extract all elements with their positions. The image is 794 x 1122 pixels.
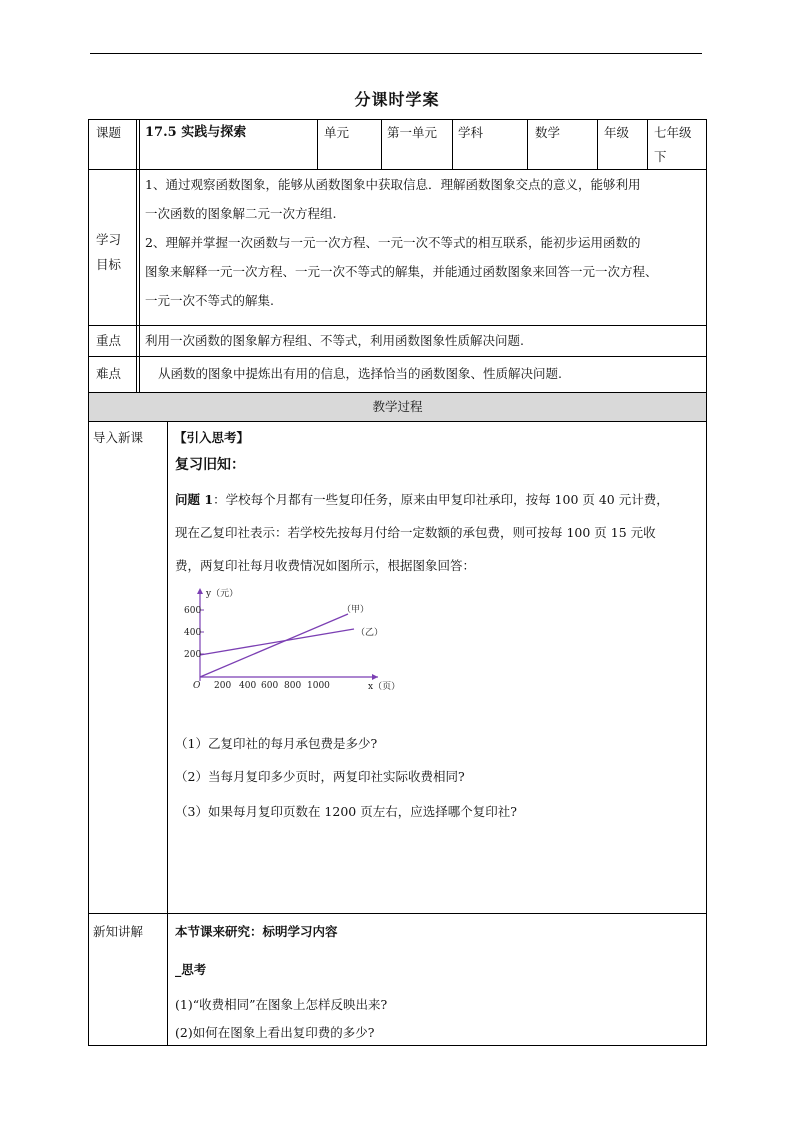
y-tick-label-400: 400 xyxy=(184,628,202,638)
think-item-1: (1)“收费相同”在图象上怎样反映出来? xyxy=(175,997,388,1012)
table-border xyxy=(88,356,707,357)
new-knowledge-heading: 本节课来研究：标明学习内容 xyxy=(175,924,338,939)
key-point-text: 利用一次函数的图象解方程组、不等式，利用函数图象性质解决问题. xyxy=(145,333,524,348)
table-border xyxy=(317,119,318,169)
table-border xyxy=(139,119,140,392)
table-border xyxy=(88,1045,707,1046)
y-axis-label: y（元） xyxy=(206,589,239,599)
x-tick-label-1000: 1000 xyxy=(307,681,330,691)
problem-text: 问题 1：学校每个月都有一些复印任务，原来由甲复印社承印，按每 100 页 40 元计费， 现在乙复印社表示：若学校先按每月付给一定数额的承包费，则可按每 100 页 15 元收 费，两复印社每月收费情况如图所示，根据图象回答： xyxy=(175,492,669,573)
unit-label: 单元 xyxy=(324,125,350,140)
topic-label: 课题 xyxy=(96,125,122,140)
process-header: 教学过程 xyxy=(372,399,423,414)
x-tick-label-200: 200 xyxy=(214,681,232,691)
y-axis-arrow xyxy=(197,588,203,594)
table-border xyxy=(527,119,528,169)
key-point-label: 重点 xyxy=(96,333,122,348)
question-1: （1）乙复印社的每月承包费是多少? xyxy=(175,736,378,751)
line-yi xyxy=(200,629,354,655)
header-rule xyxy=(90,53,702,54)
origin-label: O xyxy=(193,681,201,691)
problem-prefix: 问题 1 xyxy=(175,492,214,507)
difficulty-text: 从函数的图象中提炼出有用的信息，选择恰当的函数图象、性质解决问题. xyxy=(158,366,562,381)
topic-value: 17.5 实践与探索 xyxy=(145,125,247,140)
table-border xyxy=(88,913,707,914)
objectives-text: 1、通过观察函数图象，能够从函数图象中获取信息．理解函数图象交点的意义，能够利用 一次函数的图象解二元一次方程组. 2、理解并掌握一次函数与一元一次方程、一元一次不等式的相互联系，能初步运用函数的 图象来解释一元一次方程、一元一次不等式的解集，并能通过函数图象来回答一元一次方程、 一元一次不等式的解集. xyxy=(145,177,658,308)
x-tick-label-600: 600 xyxy=(261,681,279,691)
table-border xyxy=(381,119,382,169)
y-tick-label-200: 200 xyxy=(184,650,202,660)
objectives-label-2: 目标 xyxy=(96,257,122,272)
subject-value: 数学 xyxy=(535,125,561,140)
table-border xyxy=(88,421,707,422)
objectives-label-1: 学习 xyxy=(96,232,122,247)
think-item-2: (2)如何在图象上看出复印费的多少? xyxy=(175,1025,375,1040)
table-border xyxy=(647,119,648,169)
line-jia-label: （甲） xyxy=(342,605,370,615)
x-tick-label-800: 800 xyxy=(284,681,302,691)
line-yi-label: （乙） xyxy=(356,628,384,638)
x-tick-label-400: 400 xyxy=(239,681,257,691)
table-border xyxy=(136,119,137,392)
grade-value: 七年级 下 xyxy=(654,125,692,164)
cost-graph xyxy=(178,582,418,697)
subject-label: 学科 xyxy=(458,125,484,140)
question-3: （3）如果每月复印页数在 1200 页左右，应选择哪个复印社? xyxy=(175,804,517,819)
question-2: （2）当每月复印多少页时，两复印社实际收费相同? xyxy=(175,769,465,784)
table-border xyxy=(167,421,168,1045)
x-axis-arrow xyxy=(372,674,378,680)
table-border xyxy=(706,119,707,1045)
difficulty-label: 难点 xyxy=(96,366,122,381)
think-heading: _思考 xyxy=(175,962,207,977)
y-tick-label-600: 600 xyxy=(184,606,202,616)
new-knowledge-label: 新知讲解 xyxy=(93,924,144,939)
grade-label: 年级 xyxy=(604,125,630,140)
table-border xyxy=(597,119,598,169)
table-border xyxy=(88,119,89,1045)
unit-value: 第一单元 xyxy=(387,125,438,140)
page-title: 分课时学案 xyxy=(354,90,440,109)
intro-label: 导入新课 xyxy=(93,430,144,445)
review-heading: 复习旧知： xyxy=(175,457,245,473)
line-jia xyxy=(200,614,348,677)
table-border xyxy=(452,119,453,169)
intro-heading: 【引入思考】 xyxy=(174,430,250,445)
x-axis-label: x（页） xyxy=(368,682,401,692)
